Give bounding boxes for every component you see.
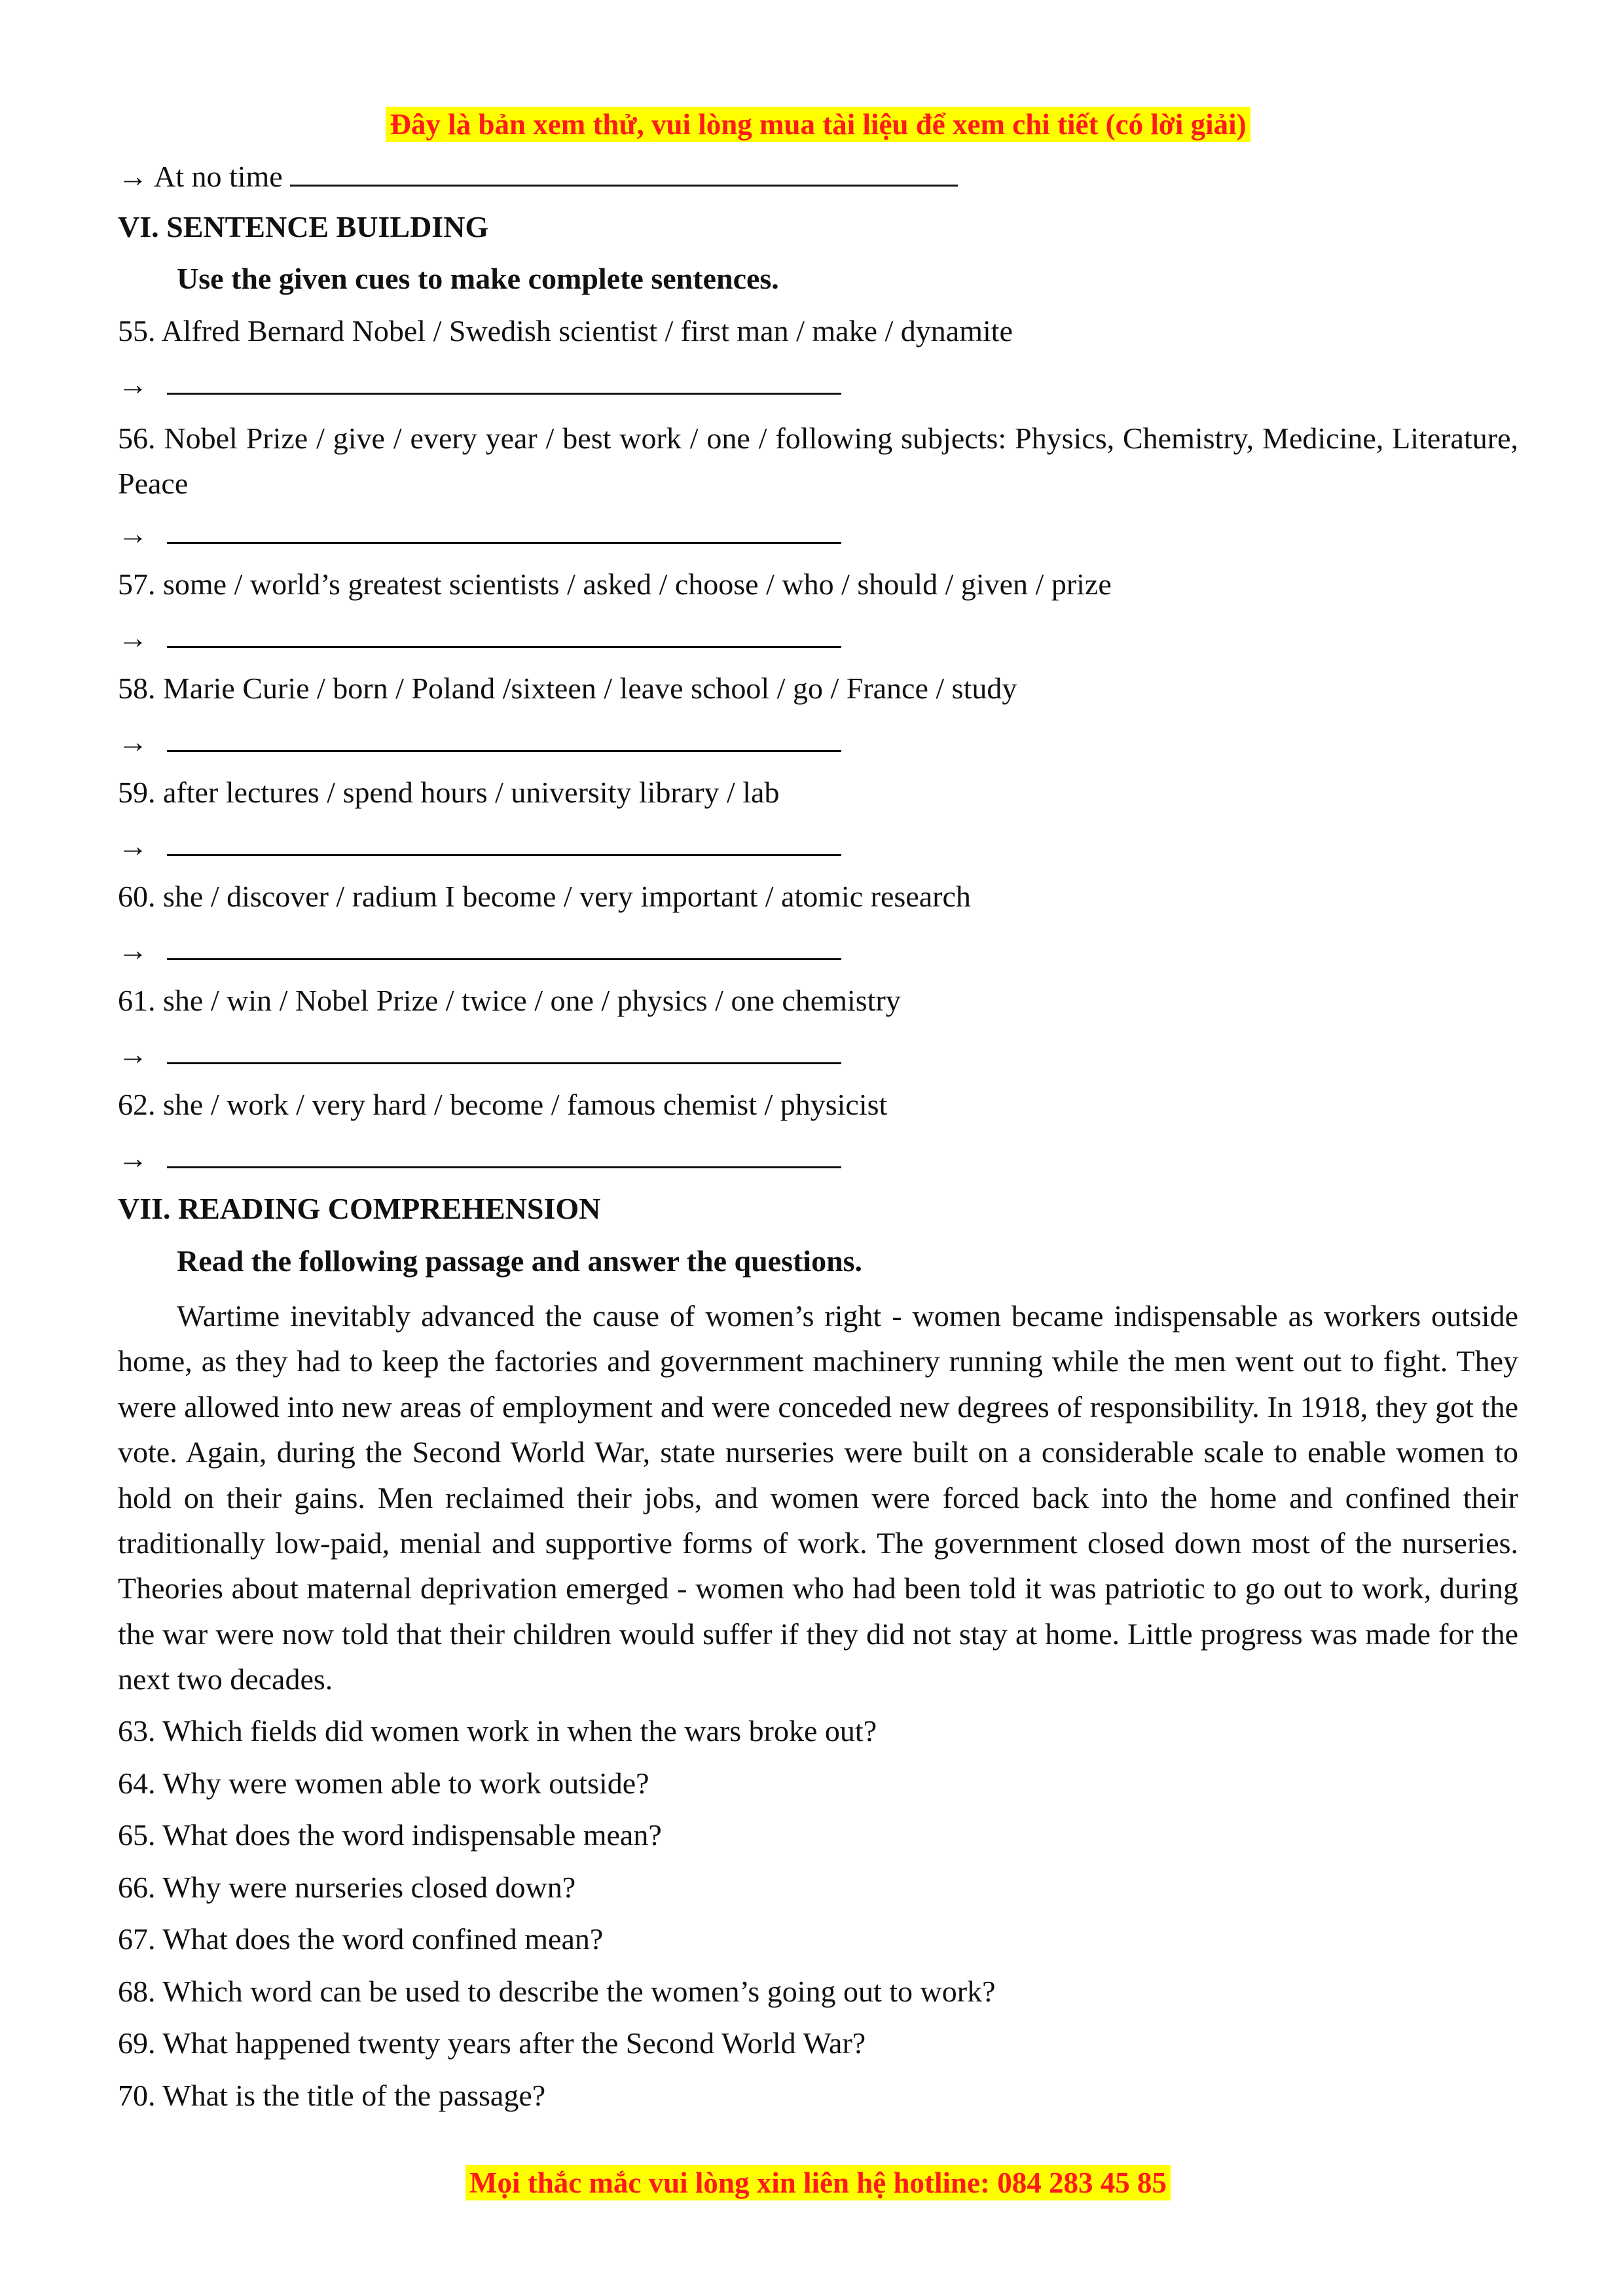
answer-blank <box>290 156 958 187</box>
question-61: 61. she / win / Nobel Prize / twice / one / physics / one chemistry <box>118 984 901 1017</box>
question-55: 55. Alfred Bernard Nobel / Swedish scientist / first man / make / dynamite <box>118 314 1013 348</box>
question-59: 59. after lectures / spend hours / university library / lab <box>118 776 780 809</box>
question-65: 65. What does the word indispensable mean? <box>118 1818 662 1852</box>
reading-passage: Wartime inevitably advanced the cause of women’s right - women became indispensable as workers outside home, as they had to keep the factories and government machinery running while the men went out to fight. They were allowed into new areas of employment and were conceded new degrees of responsibility. In 1918, they got the vote. Again, during the Second World War, state nurseries were built on a considerable scale to enable women to hold on their gains. Men reclaimed their jobs, and women were forced back into the home and confined their traditionally low-paid, menial and supportive forms of work. The government closed down most of the nurseries. Theories about maternal deprivation emerged - women who had been told it was patriotic to go out to work, during the war were now told that their children would suffer if they did not stay at home. Little progress was made for the next two decades. <box>118 1299 1518 1696</box>
answer-blank <box>167 1138 841 1168</box>
question-64: 64. Why were women able to work outside? <box>118 1767 649 1800</box>
arrow-glyph: → <box>118 1141 148 1175</box>
question-57: 57. some / world’s greatest scientists / asked / choose / who / should / given / prize <box>118 567 1112 601</box>
arrow-glyph: → <box>118 160 148 193</box>
section-vi-instruction: Use the given cues to make complete sentences. <box>177 262 779 295</box>
hotline-notice-banner <box>118 2163 1518 2202</box>
answer-blank <box>167 364 841 395</box>
answer-blank <box>167 721 841 752</box>
question-63: 63. Which fields did women work in when the wars broke out? <box>118 1714 877 1748</box>
preview-notice-text: Đây là bản xem thử, vui lòng mua tài liệu để xem chi tiết (có lời giải) <box>386 107 1250 142</box>
answer-line-56 <box>118 513 841 554</box>
answer-line-58 <box>118 721 841 762</box>
arrow-glyph: → <box>118 517 148 550</box>
arrow-glyph: → <box>118 725 148 759</box>
section-vii-title: VII. READING COMPREHENSION <box>118 1192 601 1225</box>
answer-blank <box>167 617 841 648</box>
answer-blank <box>167 513 841 544</box>
answer-blank <box>167 825 841 856</box>
arrow-glyph: → <box>118 621 148 655</box>
previous-answer-line <box>118 156 958 196</box>
question-66: 66. Why were nurseries closed down? <box>118 1871 576 1904</box>
answer-blank <box>167 929 841 960</box>
question-56: 56. Nobel Prize / give / every year / best work / one / following subjects: Physics, Chemistry, Medicine, Literature, Peace <box>118 422 1518 501</box>
preview-notice-banner <box>118 105 1518 144</box>
previous-answer-prompt: At no time <box>153 160 283 193</box>
question-69: 69. What happened twenty years after the Second World War? <box>118 2026 866 2060</box>
section-vi-title: VI. SENTENCE BUILDING <box>118 210 489 243</box>
answer-line-57 <box>118 617 841 658</box>
answer-line-59 <box>118 825 841 866</box>
question-58: 58. Marie Curie / born / Poland /sixteen / leave school / go / France / study <box>118 672 1017 705</box>
section-vii-instruction: Read the following passage and answer the questions. <box>177 1244 863 1278</box>
answer-line-62 <box>118 1138 841 1178</box>
arrow-glyph: → <box>118 933 148 967</box>
question-60: 60. she / discover / radium I become / very important / atomic research <box>118 880 971 913</box>
answer-line-61 <box>118 1033 841 1074</box>
arrow-glyph: → <box>118 1037 148 1071</box>
answer-blank <box>167 1033 841 1064</box>
answer-line-60 <box>118 929 841 970</box>
answer-line-55 <box>118 364 841 404</box>
arrow-glyph: → <box>118 829 148 863</box>
hotline-notice-text: Mọi thắc mắc vui lòng xin liên hệ hotline: 084 283 45 85 <box>465 2165 1171 2200</box>
arrow-glyph: → <box>118 368 148 401</box>
question-67: 67. What does the word confined mean? <box>118 1922 604 1956</box>
question-62: 62. she / work / very hard / become / famous chemist / physicist <box>118 1088 888 1121</box>
question-68: 68. Which word can be used to describe the women’s going out to work? <box>118 1975 996 2008</box>
question-70: 70. What is the title of the passage? <box>118 2079 546 2112</box>
